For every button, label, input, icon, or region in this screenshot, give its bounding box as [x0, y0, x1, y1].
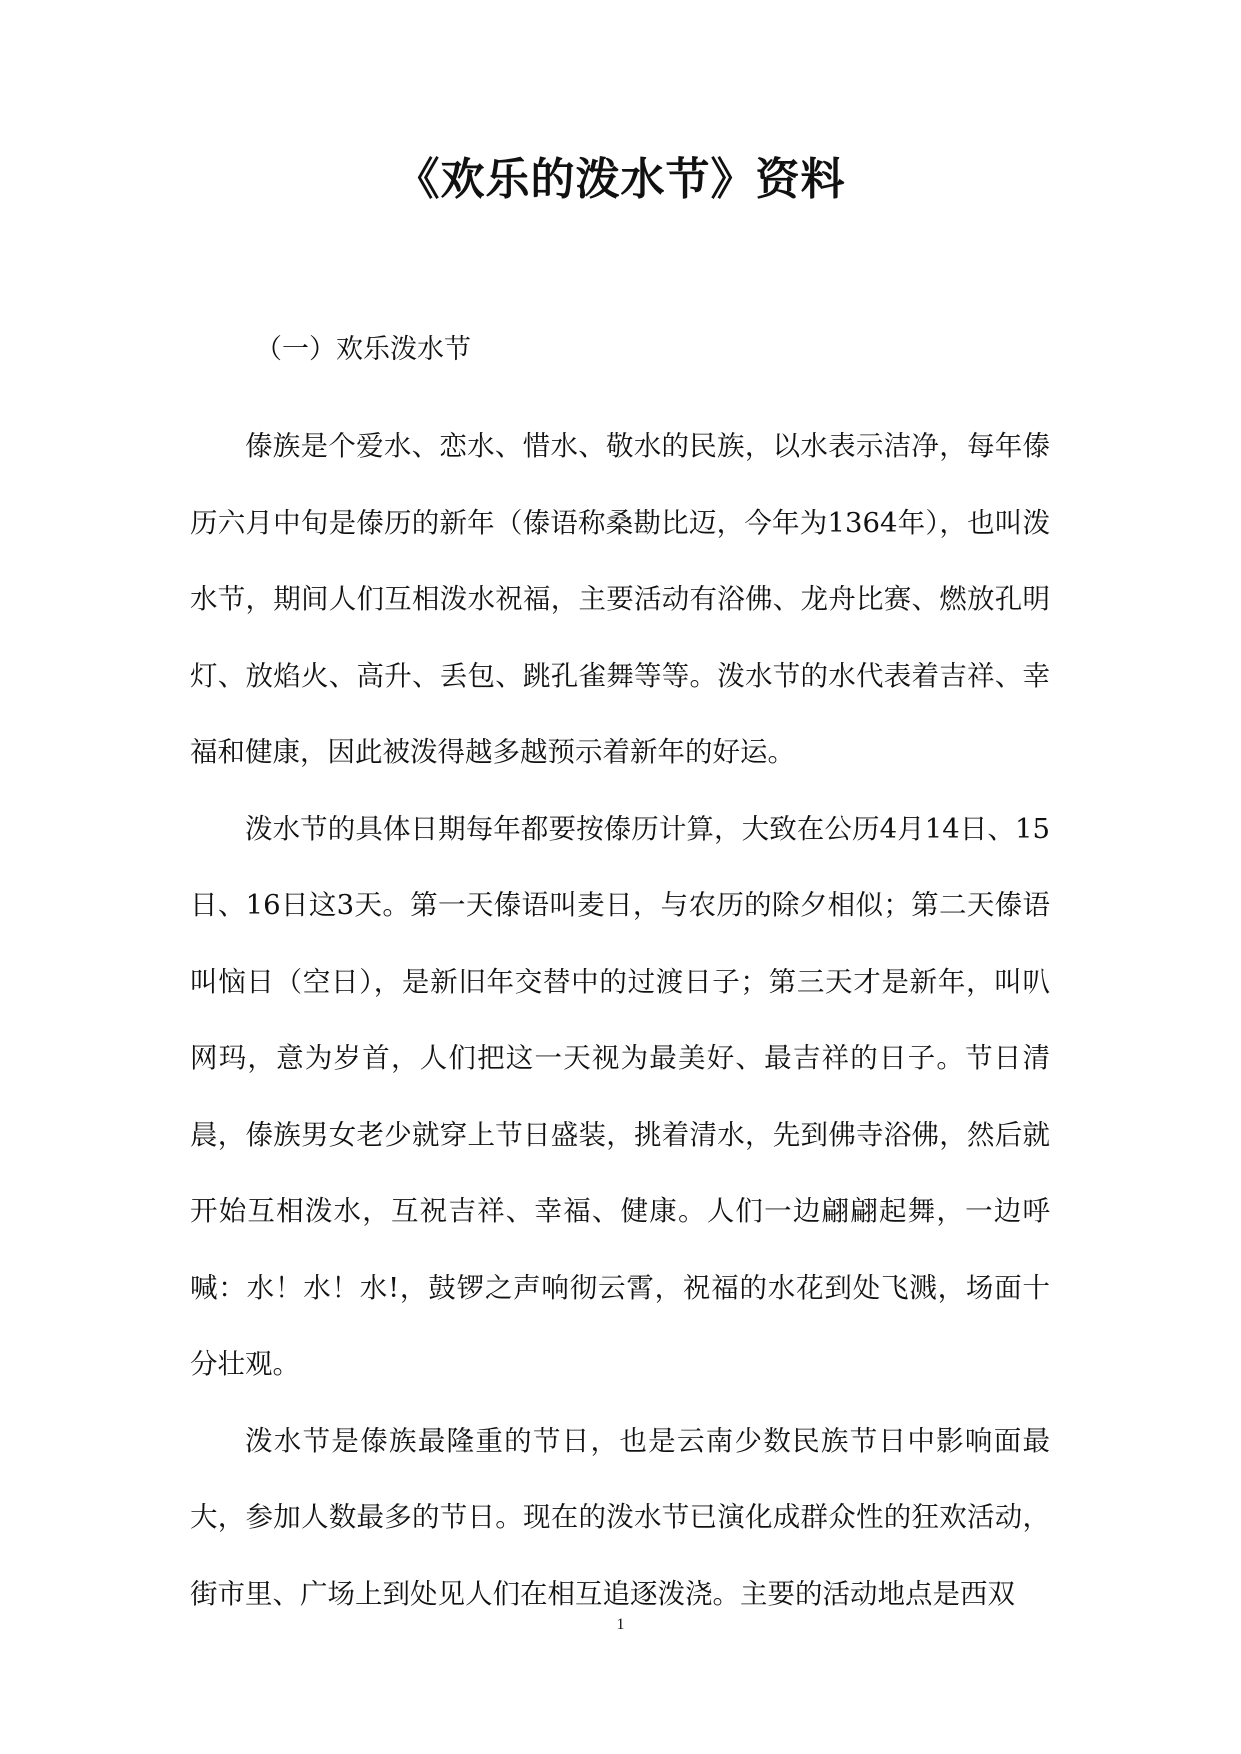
body-text [190, 408, 1050, 1632]
paragraph: 泼水节是傣族最隆重的节日，也是云南少数民族节日中影响面最大，参加人数最多的节日。现在的泼水节已演化成群众性的狂欢活动，街市里、广场上到处见人们在相互追逐泼浇。主要的活动地点是西双 [190, 1424, 1050, 1610]
paragraph: 傣族是个爱水、恋水、惜水、敬水的民族，以水表示洁净，每年傣历六月中旬是傣历的新年（傣语称桑勘比迈，今年为1364年），也叫泼水节，期间人们互相泼水祝福，主要活动有浴佛、龙舟比赛、燃放孔明灯、放焰火、高升、丢包、跳孔雀舞等等。泼水节的水代表着吉祥、幸福和健康，因此被泼得越多越预示着新年的好运。 [190, 430, 1050, 768]
document-title: 《欢乐的泼水节》资料 [395, 154, 846, 205]
paragraph: 泼水节的具体日期每年都要按傣历计算，大致在公历4月14日、15日、16日这3天。第一天傣语叫麦日，与农历的除夕相似；第二天傣语叫恼日（空日），是新旧年交替中的过渡日子；第三天才是新年，叫叭网玛，意为岁首，人们把这一天视为最美好、最吉祥的日子。节日清晨，傣族男女老少就穿上节日盛装，挑着清水，先到佛寺浴佛，然后就开始互相泼水，互祝吉祥、幸福、健康。人们一边翩翩起舞，一边呼喊：水！水！水!，鼓锣之声响彻云霄，祝福的水花到处飞溅，场面十分壮观。 [190, 812, 1050, 1380]
section-heading: （一）欢乐泼水节 [255, 334, 471, 365]
page-number: 1 [616, 1616, 625, 1633]
